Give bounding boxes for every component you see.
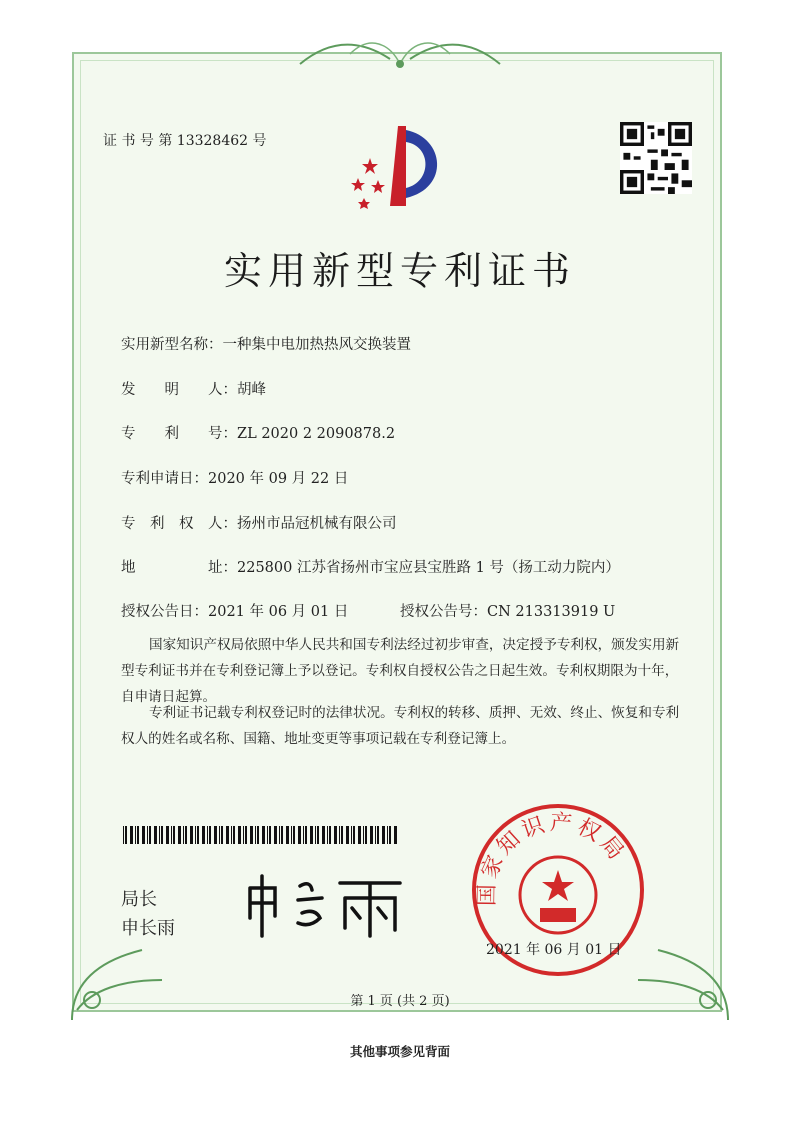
top-ornament-icon	[290, 34, 510, 74]
patentee-row	[121, 512, 397, 533]
inventor-value: 胡峰	[237, 382, 266, 398]
filing-date-value: 2020 年 09 月 22 日	[208, 471, 349, 487]
inventor-row	[121, 378, 266, 399]
publication-date-row	[121, 600, 348, 621]
filing-date-label: 专利申请日：	[121, 471, 208, 487]
patentee-label: 专 利 权 人：	[121, 516, 237, 532]
patent-number-value: ZL 2020 2 2090878.2	[237, 426, 396, 442]
publication-date-value: 2021 年 06 月 01 日	[208, 604, 349, 620]
legal-status-paragraph: 专利证书记载专利权登记时的法律状况。专利权的转移、质押、无效、终止、恢复和专利权人的姓名或名称、国籍、地址变更等事项记载在专利登记簿上。	[121, 705, 680, 747]
certificate-number: 证 书 号 第 13328462 号	[103, 133, 267, 149]
address-value: 225800 江苏省扬州市宝应县宝胜路 1 号（扬工动力院内）	[237, 560, 620, 576]
utility-name-row	[121, 333, 411, 354]
director-role: 局长	[121, 889, 157, 910]
address-row	[121, 556, 620, 577]
cnipa-emblem-icon	[340, 118, 460, 218]
barcode-icon	[123, 826, 398, 844]
publication-number-row	[400, 600, 615, 621]
publication-date-label: 授权公告日：	[121, 604, 208, 620]
patentee-value: 扬州市品冠机械有限公司	[237, 516, 397, 532]
grant-paragraph: 国家知识产权局依照中华人民共和国专利法经过初步审查，决定授予专利权，颁发实用新型专利证书并在专利登记簿上予以登记。专利权自授权公告之日起生效。专利权期限为十年，自申请日起算。	[121, 637, 680, 705]
utility-name-label: 实用新型名称：	[121, 337, 223, 353]
publication-number-label: 授权公告号：	[400, 604, 487, 620]
director-signature-icon	[240, 868, 410, 938]
director-name: 申长雨	[121, 918, 175, 939]
seal-date: 2021 年 06 月 01 日	[486, 942, 622, 958]
inventor-label: 发 明 人：	[121, 382, 237, 398]
seal-text: 国家知识产权局	[474, 810, 631, 907]
patent-number-label: 专 利 号：	[121, 426, 237, 442]
footer-note: 其他事项参见背面	[349, 1044, 450, 1059]
certificate-title: 实用新型专利证书	[223, 249, 576, 293]
page-number: 第 1 页 (共 2 页)	[350, 994, 450, 1009]
patent-number-row	[121, 422, 395, 443]
address-label: 地 址：	[121, 560, 237, 576]
qr-code-icon	[620, 122, 692, 194]
filing-date-row	[121, 467, 348, 488]
publication-number-value: CN 213313919 U	[487, 604, 616, 620]
utility-name-value: 一种集中电加热热风交换装置	[222, 337, 411, 353]
